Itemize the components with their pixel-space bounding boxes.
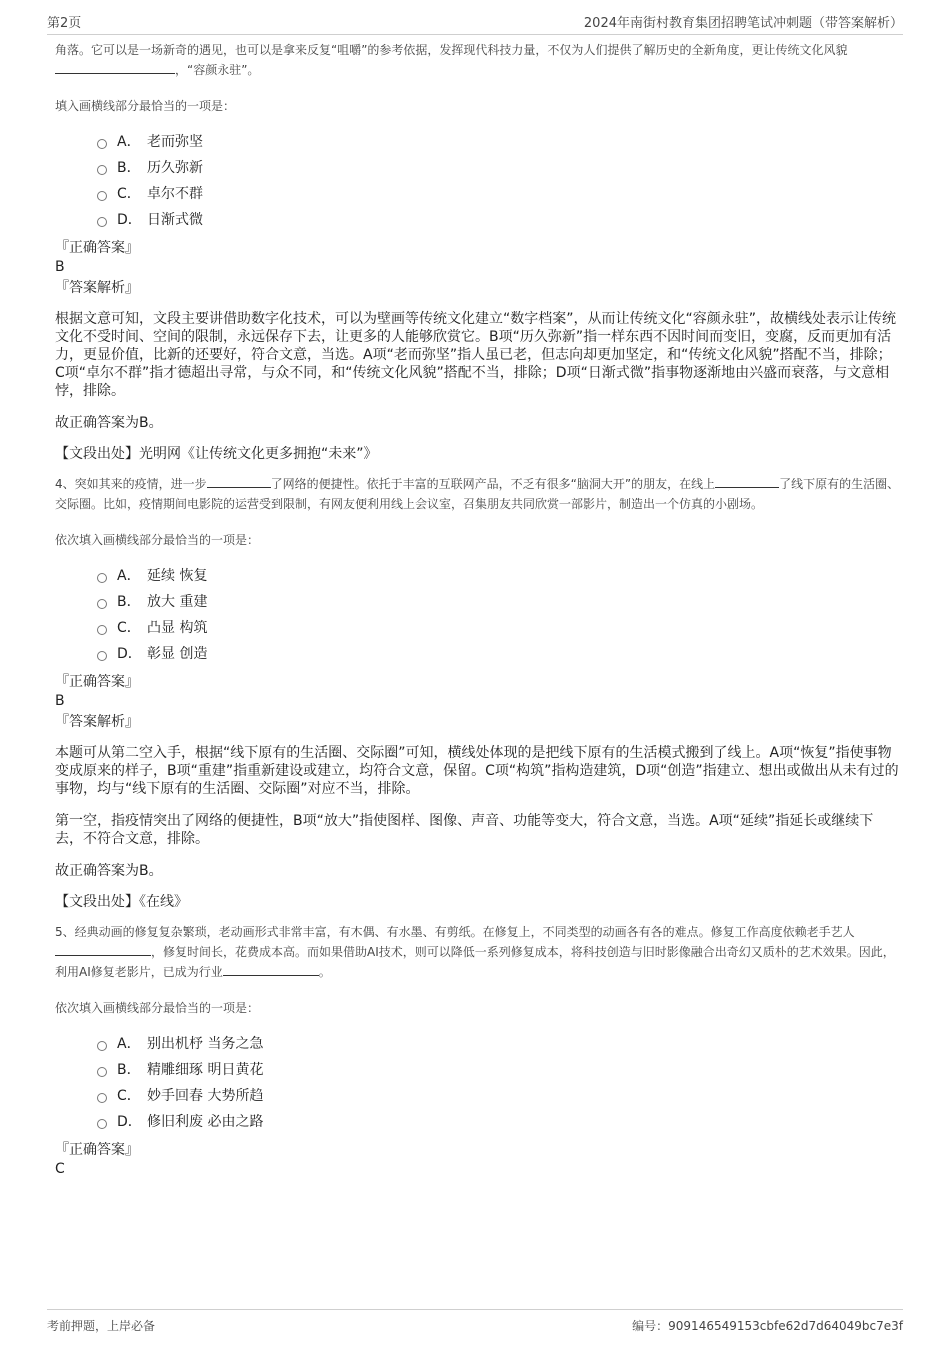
answer-blank xyxy=(55,943,151,956)
question-prompt: 依次填入画横线部分最恰当的一项是： xyxy=(55,1001,260,1015)
option-list xyxy=(97,562,900,666)
question-3 xyxy=(55,40,900,464)
option-b[interactable]: B． 精雕细琢 明日黄花 xyxy=(97,1056,900,1082)
question-stem: 5、经典动画的修复复杂繁琐，老动画形式非常丰富，有木偶、有水墨、有剪纸。在修复上，不同类型的动画各有各的难点。修复工作高度依赖老手艺人，修复时间长，花费成本高。而如果借助AI技术，则可以降低一系列修复成本，将科技创造与旧时影像融合出奇幻又质朴的艺术效果。因此，利用AI修复老影片，已成为行业 。 xyxy=(55,925,895,979)
option-b[interactable]: B． 放大 重建 xyxy=(97,588,900,614)
document-title: 2024年南街村教育集团招聘笔试冲刺题（带答案解析） xyxy=(583,16,903,31)
option-list xyxy=(97,128,900,232)
radio-icon[interactable] xyxy=(97,1119,107,1129)
radio-icon[interactable] xyxy=(97,165,107,175)
option-list xyxy=(97,1030,900,1134)
radio-icon[interactable] xyxy=(97,651,107,661)
radio-icon[interactable] xyxy=(97,217,107,227)
radio-icon[interactable] xyxy=(97,1093,107,1103)
page-header xyxy=(47,12,903,35)
radio-icon[interactable] xyxy=(97,599,107,609)
question-5 xyxy=(55,922,900,1178)
answer-blank xyxy=(207,475,271,488)
option-a[interactable]: A． 别出机杼 当务之急 xyxy=(97,1030,900,1056)
option-d[interactable]: D． 彰显 创造 xyxy=(97,640,900,666)
analysis-conclusion: 故正确答案为B。 xyxy=(55,415,163,431)
analysis-label: 『答案解析』 xyxy=(55,280,139,296)
radio-icon[interactable] xyxy=(97,1041,107,1051)
source-citation: 【文段出处】《在线》 xyxy=(55,894,188,910)
option-d[interactable]: D． 修旧利废 必由之路 xyxy=(97,1108,900,1134)
analysis-label: 『答案解析』 xyxy=(55,714,139,730)
question-stem: 4、突如其来的疫情，进一步 了网络的便捷性。依托于丰富的互联网产品，不乏有很多“脑洞大开”的朋友，在线上 了线下原有的生活圈、交际圈。比如，疫情期间电影院的运营受到限制，有网友便利用线上会议室，召集朋友共同欣赏一部影片，制造出一个仿真的小剧场。 xyxy=(55,477,900,511)
option-c[interactable]: C． 妙手回春 大势所趋 xyxy=(97,1082,900,1108)
correct-answer: B xyxy=(55,259,65,275)
radio-icon[interactable] xyxy=(97,573,107,583)
page-number: 第2页 xyxy=(47,16,82,31)
radio-icon[interactable] xyxy=(97,191,107,201)
option-c[interactable]: C． 卓尔不群 xyxy=(97,180,900,206)
analysis-text: 本题可从第二空入手，根据“线下原有的生活圈、交际圈”可知，横线处体现的是把线下原有的生活模式搬到了线上。A项“恢复”指使事物变成原来的样子，B项“重建”指重新建设或建立，均符合文意，保留。C项“构筑”指构造建筑，D项“创造”指建立、想出或做出从未有过的事物，均与“线下原有的生活圈、交际圈”对应不当，排除。 xyxy=(55,745,899,797)
question-4 xyxy=(55,474,900,912)
page-content xyxy=(55,40,900,1178)
option-d[interactable]: D． 日渐式微 xyxy=(97,206,900,232)
source-citation: 【文段出处】光明网《让传统文化更多拥抱“未来”》 xyxy=(55,446,378,462)
option-c[interactable]: C． 凸显 构筑 xyxy=(97,614,900,640)
correct-answer: C xyxy=(55,1161,65,1177)
question-prompt: 依次填入画横线部分最恰当的一项是： xyxy=(55,533,260,547)
radio-icon[interactable] xyxy=(97,625,107,635)
option-a[interactable]: A． 老而弥坚 xyxy=(97,128,900,154)
answer-blank xyxy=(715,475,779,488)
question-prompt: 填入画横线部分最恰当的一项是： xyxy=(55,99,236,113)
question-stem: 角落。它可以是一场新奇的遇见，也可以是拿来反复“咀嚼”的参考依据，发挥现代科技力量，不仅为人们提供了解历史的全新角度，更让传统文化风貌，“容颜永驻”。 xyxy=(55,43,848,77)
analysis-conclusion: 故正确答案为B。 xyxy=(55,863,163,879)
correct-answer-label: 『正确答案』 xyxy=(55,240,139,256)
option-b[interactable]: B． 历久弥新 xyxy=(97,154,900,180)
correct-answer: B xyxy=(55,693,65,709)
analysis-text: 第一空，指疫情突出了网络的便捷性，B项“放大”指使图样、图像、声音、功能等变大，符合文意，当选。A项“延续”指延长或继续下去，不符合文意，排除。 xyxy=(55,813,874,847)
document-code: 编号：909146549153cbfe62d7d64049bc7e3f xyxy=(632,1319,903,1333)
option-a[interactable]: A． 延续 恢复 xyxy=(97,562,900,588)
page-footer xyxy=(47,1309,903,1334)
correct-answer-label: 『正确答案』 xyxy=(55,1142,139,1158)
footer-slogan: 考前押题，上岸必备 xyxy=(47,1319,156,1333)
answer-blank xyxy=(55,61,175,74)
radio-icon[interactable] xyxy=(97,1067,107,1077)
radio-icon[interactable] xyxy=(97,139,107,149)
answer-blank xyxy=(223,963,319,976)
analysis-text: 根据文意可知，文段主要讲借助数字化技术，可以为壁画等传统文化建立“数字档案”，从而让传统文化“容颜永驻”，故横线处表示让传统文化不受时间、空间的限制，永远保存下去，让更多的人能够欣赏它。B项“历久弥新”指一样东西不因时间而变旧，变腐，反而更加有活力，更显价值，比新的还要好，符合文意，当选。A项“老而弥坚”指人虽已老，但志向却更加坚定，和“传统文化风貌”搭配不当，排除；C项“卓尔不群”指才德超出寻常，与众不同，和“传统文化风貌”搭配不当，排除；D项“日渐式微”指事物逐渐地由兴盛而衰落，与文意相悖，排除。 xyxy=(55,311,897,399)
correct-answer-label: 『正确答案』 xyxy=(55,674,139,690)
